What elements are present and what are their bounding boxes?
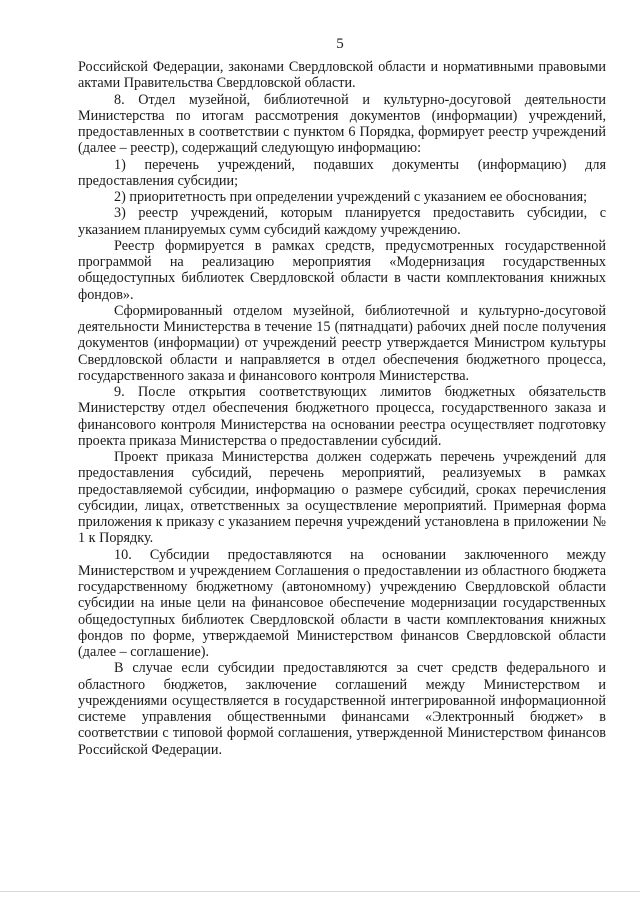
page-number: 5 [336,36,344,52]
paragraph-federal-funds: В случае если субсидии предоставляются за счет средств федерального и областного бюджетов, заключение соглашений между Министерством и учреждениями осуществляется в государственной интегрированной информационной системе управления общественными финансами «Электронный бюджет» в соответствии с типовой формой соглашения, утвержденной Министерством финансов Российской Федерации. [78,660,606,758]
paragraph-subitem-1: 1) перечень учреждений, подавших документы (информацию) для предоставления субсидии; [78,156,606,189]
paragraph-order-draft: Проект приказа Министерства должен содержать перечень учреждений для предоставления субсидий, перечень мероприятий, реализуемых в рамках предоставляемой субсидии, информацию о размере субсидий, сроках перечисления субсидии, лицах, ответственных за осуществление мероприятий. Примерная форма приложения к приказу с указанием перечня учреждений установлена в приложении № 1 к Порядку. [78,449,606,547]
page-bottom-edge [0,891,640,892]
paragraph-item-9: 9. После открытия соответствующих лимитов бюджетных обязательств Министерству отдел обеспечения бюджетного процесса, государственного заказа и финансового контроля Министерства на основании реестра осуществляет подготовку проекта приказа Министерства о предоставлении субсидий. [78,384,606,449]
paragraph-continuation: Российской Федерации, законами Свердловской области и нормативными правовыми актами Правительства Свердловской области. [78,59,606,92]
paragraph-subitem-2: 2) приоритетность при определении учреждений с указанием ее обоснования; [114,189,588,205]
paragraph-registry-approval: Сформированный отделом музейной, библиотечной и культурно-досуговой деятельности Министерства в течение 15 (пятнадцати) рабочих дней после получения документов (информации) от учреждений реестр утверждается Министром культуры Свердловской области и направляется в отдел обеспечения бюджетного процесса, государственного заказа и финансового контроля Министерства. [78,302,606,384]
paragraph-subitem-3: 3) реестр учреждений, которым планируется предоставить субсидии, с указанием планируемых сумм субсидий каждому учреждению. [78,205,606,238]
paragraph-item-8: 8. Отдел музейной, библиотечной и культурно-досуговой деятельности Министерства по итогам рассмотрения документов (информации) учреждений, предоставленных в соответствии с пунктом 6 Порядка, формирует реестр учреждений (далее – реестр), содержащий следующую информацию: [78,91,606,157]
document-body [78,59,606,758]
paragraph-registry-funding: Реестр формируется в рамках средств, предусмотренных государственной программой на реализацию мероприятия «Модернизация государственных общедоступных библиотек Свердловской области в части комплектования книжных фондов». [78,237,606,303]
paragraph-item-10: 10. Субсидии предоставляются на основании заключенного между Министерством и учреждением Соглашения о предоставлении из областного бюджета государственному бюджетному (автономному) учреждению Свердловской области субсидии на иные цели на финансовое обеспечение модернизации государственных общедоступных библиотек Свердловской области в части комплектования книжных фондов по форме, утверждаемой Министерством финансов Свердловской области (далее – соглашение). [78,546,606,660]
